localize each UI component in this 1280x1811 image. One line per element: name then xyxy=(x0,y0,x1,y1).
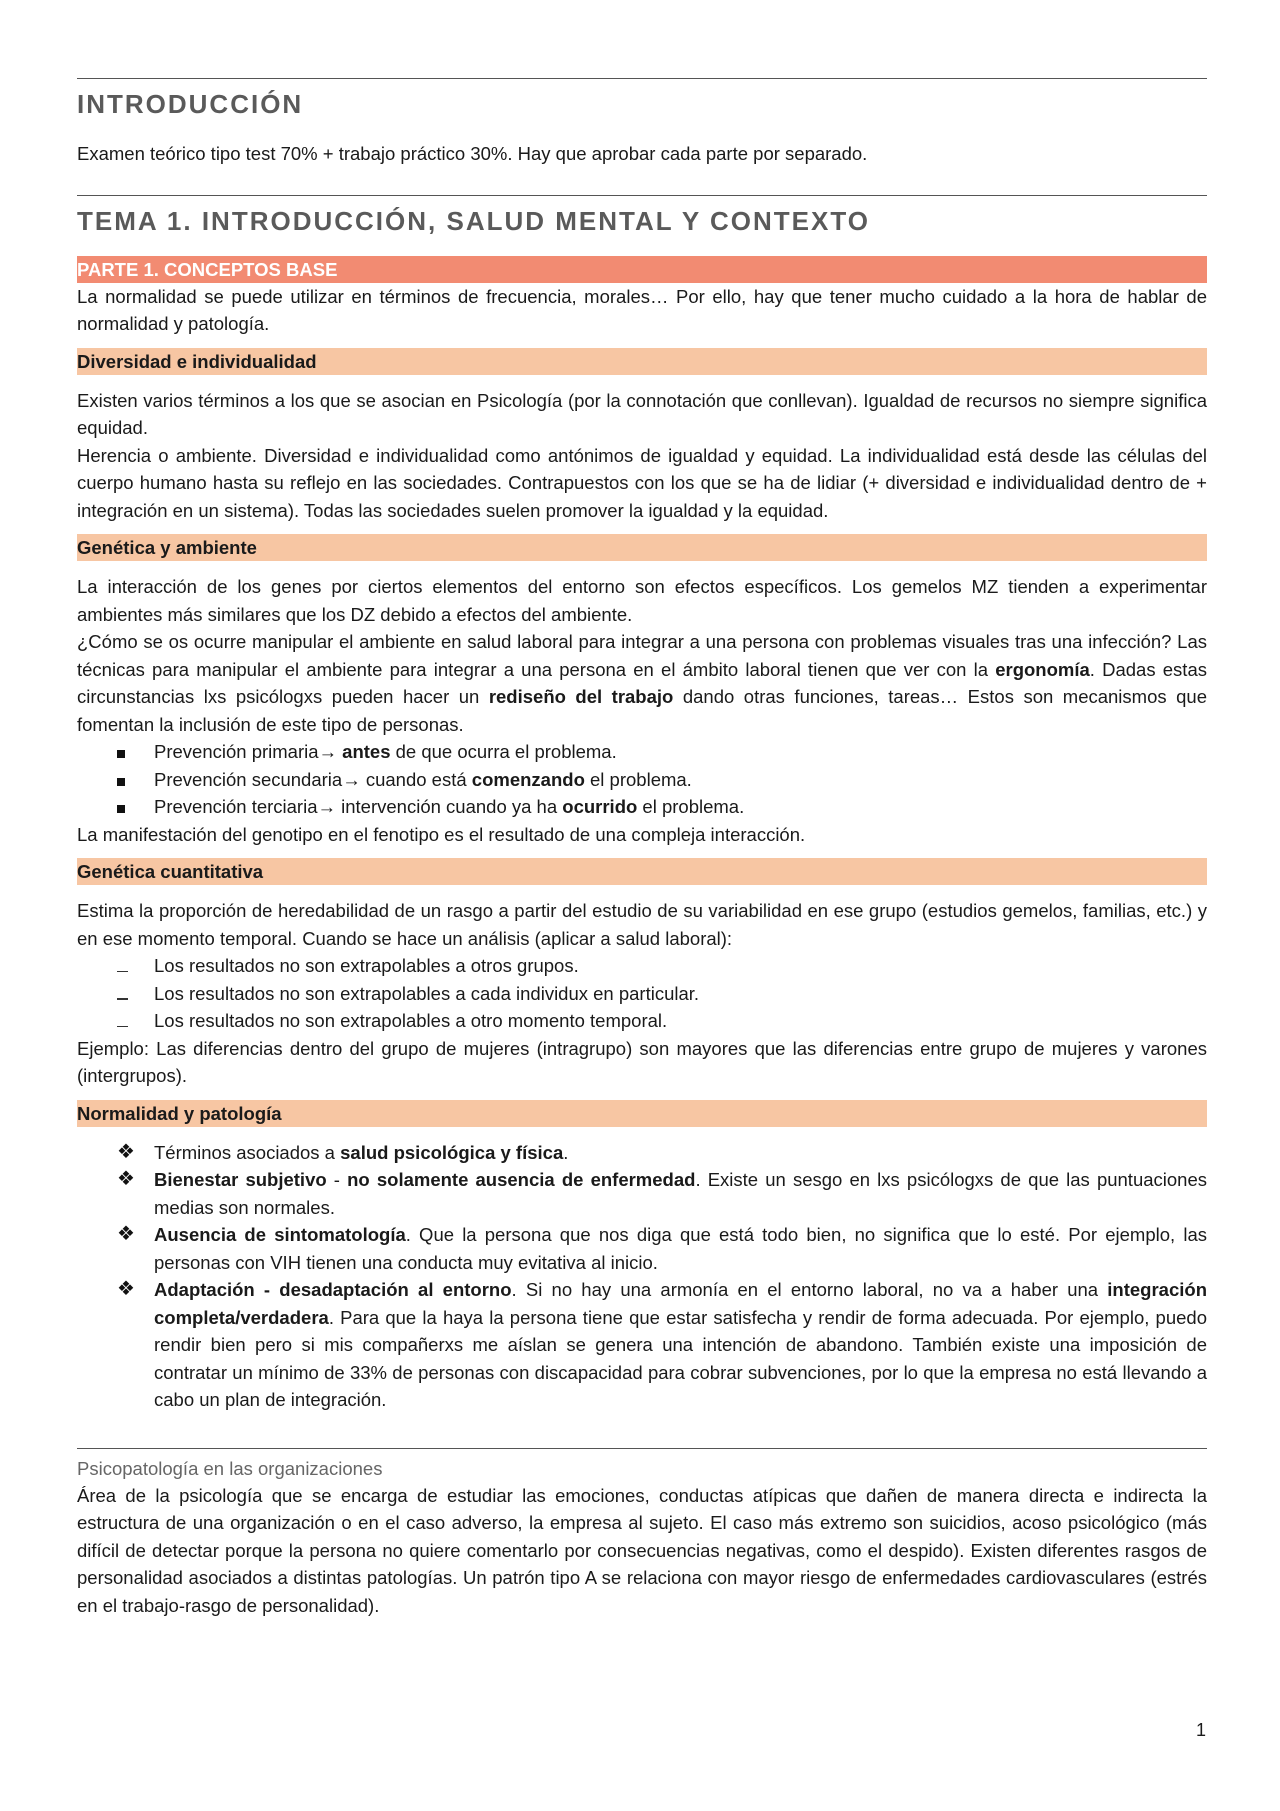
intro-text: Examen teórico tipo test 70% + trabajo práctico 30%. Hay que aprobar cada parte por separado. xyxy=(77,143,868,164)
list-item: ❖ Adaptación - desadaptación al entorno. Si no hay una armonía en el entorno laboral, no va a haber una integración completa/verdadera. Para que la haya la persona tiene que estar satisfecha y rendir de forma adecuada. Por ejemplo, puedo rendir bien pero si mis compañerxs me aíslan se genera una intención de abandono. También existe una imposición de contratar un mínimo de 33% de personas con discapacidad para cobrar subvenciones, por lo que la empresa no está llevando a cabo un plan de integración. xyxy=(117,1278,1208,1410)
tema-heading: TEMA 1. INTRODUCCIÓN, SALUD MENTAL Y CONTEXTO xyxy=(77,205,871,236)
parte-heading: PARTE 1. CONCEPTOS BASE xyxy=(77,256,1207,283)
list-item: Prevención secundaria→ cuando está comenzando el problema. xyxy=(77,766,1207,794)
list-item: ❖ Bienestar subjetivo - no solamente ausencia de enfermedad. Existe un sesgo en lxs psicólogxs de que las puntuaciones medias son normales. xyxy=(117,1168,1208,1218)
page-number: 1 xyxy=(1196,1720,1207,1740)
genetica-paragraph-2: ¿Cómo se os ocurre manipular el ambiente en salud laboral para integrar a una persona con problemas visuales tras una infección? Las técnicas para manipular el ambiente para integrar a una persona en el ámbito laboral tienen que ver con la ergonomía. Dadas estas circunstancias lxs psicólogxs pueden hacer un rediseño del trabajo dando otras funciones, tareas… Estos son mecanismos que fomentan la inclusión de este tipo de personas. xyxy=(77,631,1207,735)
square-bullet-icon xyxy=(117,805,125,813)
square-bullet-icon xyxy=(117,778,125,786)
diversidad-paragraph-1: Existen varios términos a los que se asocian en Psicología (por la connotación que conllevan). Igualdad de recursos no siempre significa equidad. xyxy=(77,389,1207,438)
normalidad-list xyxy=(77,1139,1207,1414)
prevention-list xyxy=(77,738,1207,821)
cuantitativa-heading: Genética cuantitativa xyxy=(77,858,1207,885)
list-item: Prevención primaria→ antes de que ocurra el problema. xyxy=(77,738,1207,766)
square-bullet-icon xyxy=(117,750,125,758)
parte-text: La normalidad se puede utilizar en términos de frecuencia, morales… Por ello, hay que tener mucho cuidado a la hora de hablar de normalidad y patología. xyxy=(77,285,1207,334)
list-item: Los resultados no son extrapolables a cada individux en particular. xyxy=(77,980,1207,1008)
document-page xyxy=(77,78,1207,1619)
list-item: ❖ Ausencia de sintomatología. Que la persona que nos diga que está todo bien, no significa que lo esté. Por ejemplo, las personas con VIH tienen una conducta muy evitativa al inicio. xyxy=(117,1223,1207,1273)
diamond-bullet-icon: ❖ xyxy=(117,1168,135,1190)
genetica-paragraph-1: La interacción de los genes por ciertos elementos del entorno son efectos específicos. Los gemelos MZ tienden a experimentar ambientes más similares que los DZ debido a efectos del ambiente. xyxy=(77,576,1207,625)
list-item: ❖ Términos asociados a salud psicológica y física. xyxy=(77,1139,1207,1167)
diversidad-heading: Diversidad e individualidad xyxy=(77,348,1207,375)
diamond-bullet-icon: ❖ xyxy=(117,1140,135,1163)
list-item: Prevención terciaria→ intervención cuando ya ha ocurrido el problema. xyxy=(77,793,1207,821)
psicopatologia-paragraph: Área de la psicología que se encarga de estudiar las emociones, conductas atípicas que dañen de manera directa e indirecta la estructura de una organización o en el caso adverso, la empresa al sujeto. El caso más extremo son suicidios, acoso psicológico (más difícil de detectar porque la persona no quiere comentarlo por consecuencias negativas, como el despido). Existen diferentes rasgos de personalidad asociados a distintas patologías. Un patrón tipo A se relaciona con mayor riesgo de enfermedades cardiovasculares (estrés en el trabajo-rasgo de personalidad). xyxy=(77,1484,1207,1616)
list-item: Los resultados no son extrapolables a otro momento temporal. xyxy=(77,1007,1207,1035)
dash-bullet-icon xyxy=(117,1026,128,1028)
genetica-paragraph-3: La manifestación del genotipo en el fenotipo es el resultado de una compleja interacción. xyxy=(77,823,806,845)
genetica-ambiente-heading: Genética y ambiente xyxy=(77,534,1207,561)
section-divider xyxy=(77,78,1207,79)
section-divider xyxy=(77,1448,1207,1449)
dash-bullet-icon xyxy=(117,971,128,973)
diversidad-paragraph-2: Herencia o ambiente. Diversidad e individualidad como antónimos de igualdad y equidad. La individualidad está desde las células del cuerpo humano hasta su reflejo en las sociedades. Contrapuestos con los que se ha de lidiar (+ diversidad e individualidad dentro de + integración en un sistema). Todas las sociedades suelen promover la igualdad y la equidad. xyxy=(77,444,1207,521)
diamond-bullet-icon: ❖ xyxy=(117,1278,135,1300)
list-item: Los resultados no son extrapolables a otros grupos. xyxy=(77,952,1207,980)
cuantitativa-paragraph-2: Ejemplo: Las diferencias dentro del grupo de mujeres (intragrupo) son mayores que las diferencias entre grupo de mujeres y varones (intergrupos). xyxy=(77,1037,1207,1086)
diamond-bullet-icon: ❖ xyxy=(117,1223,135,1245)
cuantitativa-paragraph-1: Estima la proporción de heredabilidad de un rasgo a partir del estudio de su variabilidad en ese grupo (estudios gemelos, familias, etc.) y en ese momento temporal. Cuando se hace un análisis (aplicar a salud laboral): xyxy=(77,900,1207,949)
section-divider xyxy=(77,195,1207,196)
extrapolation-list xyxy=(77,952,1207,1035)
intro-heading: INTRODUCCIÓN xyxy=(77,89,304,119)
dash-bullet-icon xyxy=(117,998,128,1000)
psicopatologia-heading: Psicopatología en las organizaciones xyxy=(77,1457,383,1479)
normalidad-heading: Normalidad y patología xyxy=(77,1100,1207,1127)
